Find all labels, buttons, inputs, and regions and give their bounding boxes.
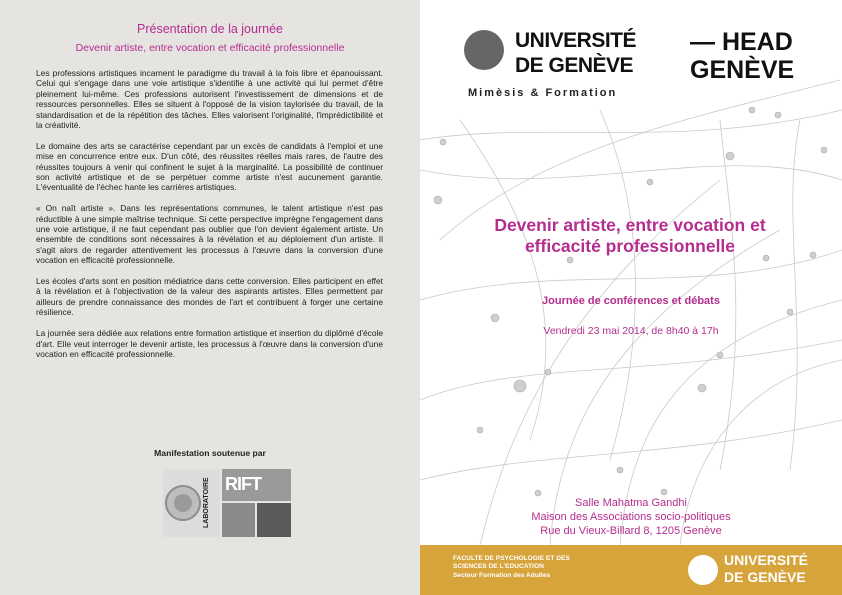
venue-line: Maison des Associations socio-politiques	[531, 511, 731, 523]
footer-logo-line: UNIVERSITÉ	[724, 552, 809, 568]
unige-wordmark	[515, 28, 636, 78]
unige-seal-icon	[464, 30, 504, 70]
unige-seal-icon	[688, 555, 718, 585]
paragraph: Les écoles d'arts sont en position médiatrice dans cette conversion. Elles participent en effet à la révélation et à l'objectivation de la valeur des aspirants artistes. Elles permettent par ailleurs de prendre connaissance des mondes de l'art et contribuent à forger une certaine résilience.	[36, 276, 383, 318]
title-line: efficacité professionnelle	[524, 236, 736, 256]
presentation-text	[36, 68, 383, 370]
event-date: Vendredi 23 mai 2014, de 8h40 à 17h	[543, 325, 719, 337]
event-title	[450, 215, 810, 257]
mimesis-label: Mimèsis & Formation	[468, 87, 618, 99]
footer-logo-line: DE GENÈVE	[724, 569, 806, 585]
seal-icon	[163, 469, 203, 537]
venue-line: Rue du Vieux-Billard 8, 1205 Genève	[540, 525, 722, 537]
faculty-line: SCIENCES DE L'EDUCATION	[453, 563, 544, 571]
paragraph: « On naît artiste ». Dans les représentations communes, le talent artistique n'est pas réductible à une simple maîtrise technique. Si cette perspective imprègne l'engagement dans une voie artistique, il ne faut cependant pas oublier que l'on devient également artiste. Un ensemble de conditions sont nécessaires à la révélation et au déploiement d'un artiste. Il s'agit alors de regarder attentivement les processus à l'œuvre dans la conversion d'une vocation en efficacité professionnelle.	[36, 203, 383, 266]
head-logo	[690, 28, 794, 84]
rift-label: RIFT	[225, 474, 261, 494]
unige-logo	[462, 26, 642, 78]
unige-line: UNIVERSITÉ	[515, 29, 637, 52]
left-panel	[0, 0, 420, 595]
head-line: — HEAD	[690, 28, 793, 56]
paragraph: Les professions artistiques incarnent le paradigme du travail à la fois libre et épanouissant. Celui qui s'engage dans une voie artistique s'identifie à une activité qui lui permet d'être pleinement lui-même. Ces professions autorisent l'investissement de dimensions et de ressources personnelles. Elles se situent à l'opposé de la vision taylorisée du travail, de la standardisation et de la répétition des tâches. Elles valorisent l'originalité, l'imprédictibilité et la créativité.	[36, 68, 383, 131]
page-subtitle: Devenir artiste, entre vocation et efficacité professionnelle	[75, 42, 345, 54]
event-venue	[420, 496, 842, 538]
paragraph: Le domaine des arts se caractérise cependant par un excès de candidats à l'emploi et une mise en concurrence entre eux. D'un côté, des réussites réelles mais rares, de l'autre des réussites toujours à venir qui confinent le sujet à la marginalité. La possibilité de continuer son activité artistique et de se perpétuer comme artiste n'est aucunement garantie. L'éventualité de l'échec hante les carrières artistiques.	[36, 140, 383, 193]
paragraph: La journée sera dédiée aux relations entre formation artistique et insertion du diplômé d'école d'art. Elle veut interroger le devenir artiste, les processus à l'œuvre dans la conversion d'une vocation en efficacité professionnelle.	[36, 328, 383, 359]
faculty-sector: Secteur Formation des Adultes	[453, 571, 551, 579]
title-line: Devenir artiste, entre vocation et	[494, 215, 766, 235]
faculty-label	[453, 555, 570, 580]
grey-tile	[222, 503, 255, 537]
footer-band	[420, 545, 842, 595]
head-line: GENÈVE	[690, 56, 795, 84]
event-subtitle: Journée de conférences et débats	[542, 295, 720, 307]
laboratoire-label: LABORATOIRE	[203, 477, 210, 529]
faculty-line: FACULTE DE PSYCHOLOGIE ET DES	[453, 555, 570, 562]
unige-line: DE GENÈVE	[515, 54, 634, 77]
footer-unige-wordmark	[724, 552, 808, 586]
sponsor-logo	[163, 469, 291, 537]
dark-tile	[257, 503, 291, 537]
page-title: Présentation de la journée	[137, 22, 283, 36]
sponsor-label: Manifestation soutenue par	[154, 448, 266, 458]
right-panel	[420, 0, 842, 595]
venue-line: Salle Mahatma Gandhi	[575, 497, 687, 509]
